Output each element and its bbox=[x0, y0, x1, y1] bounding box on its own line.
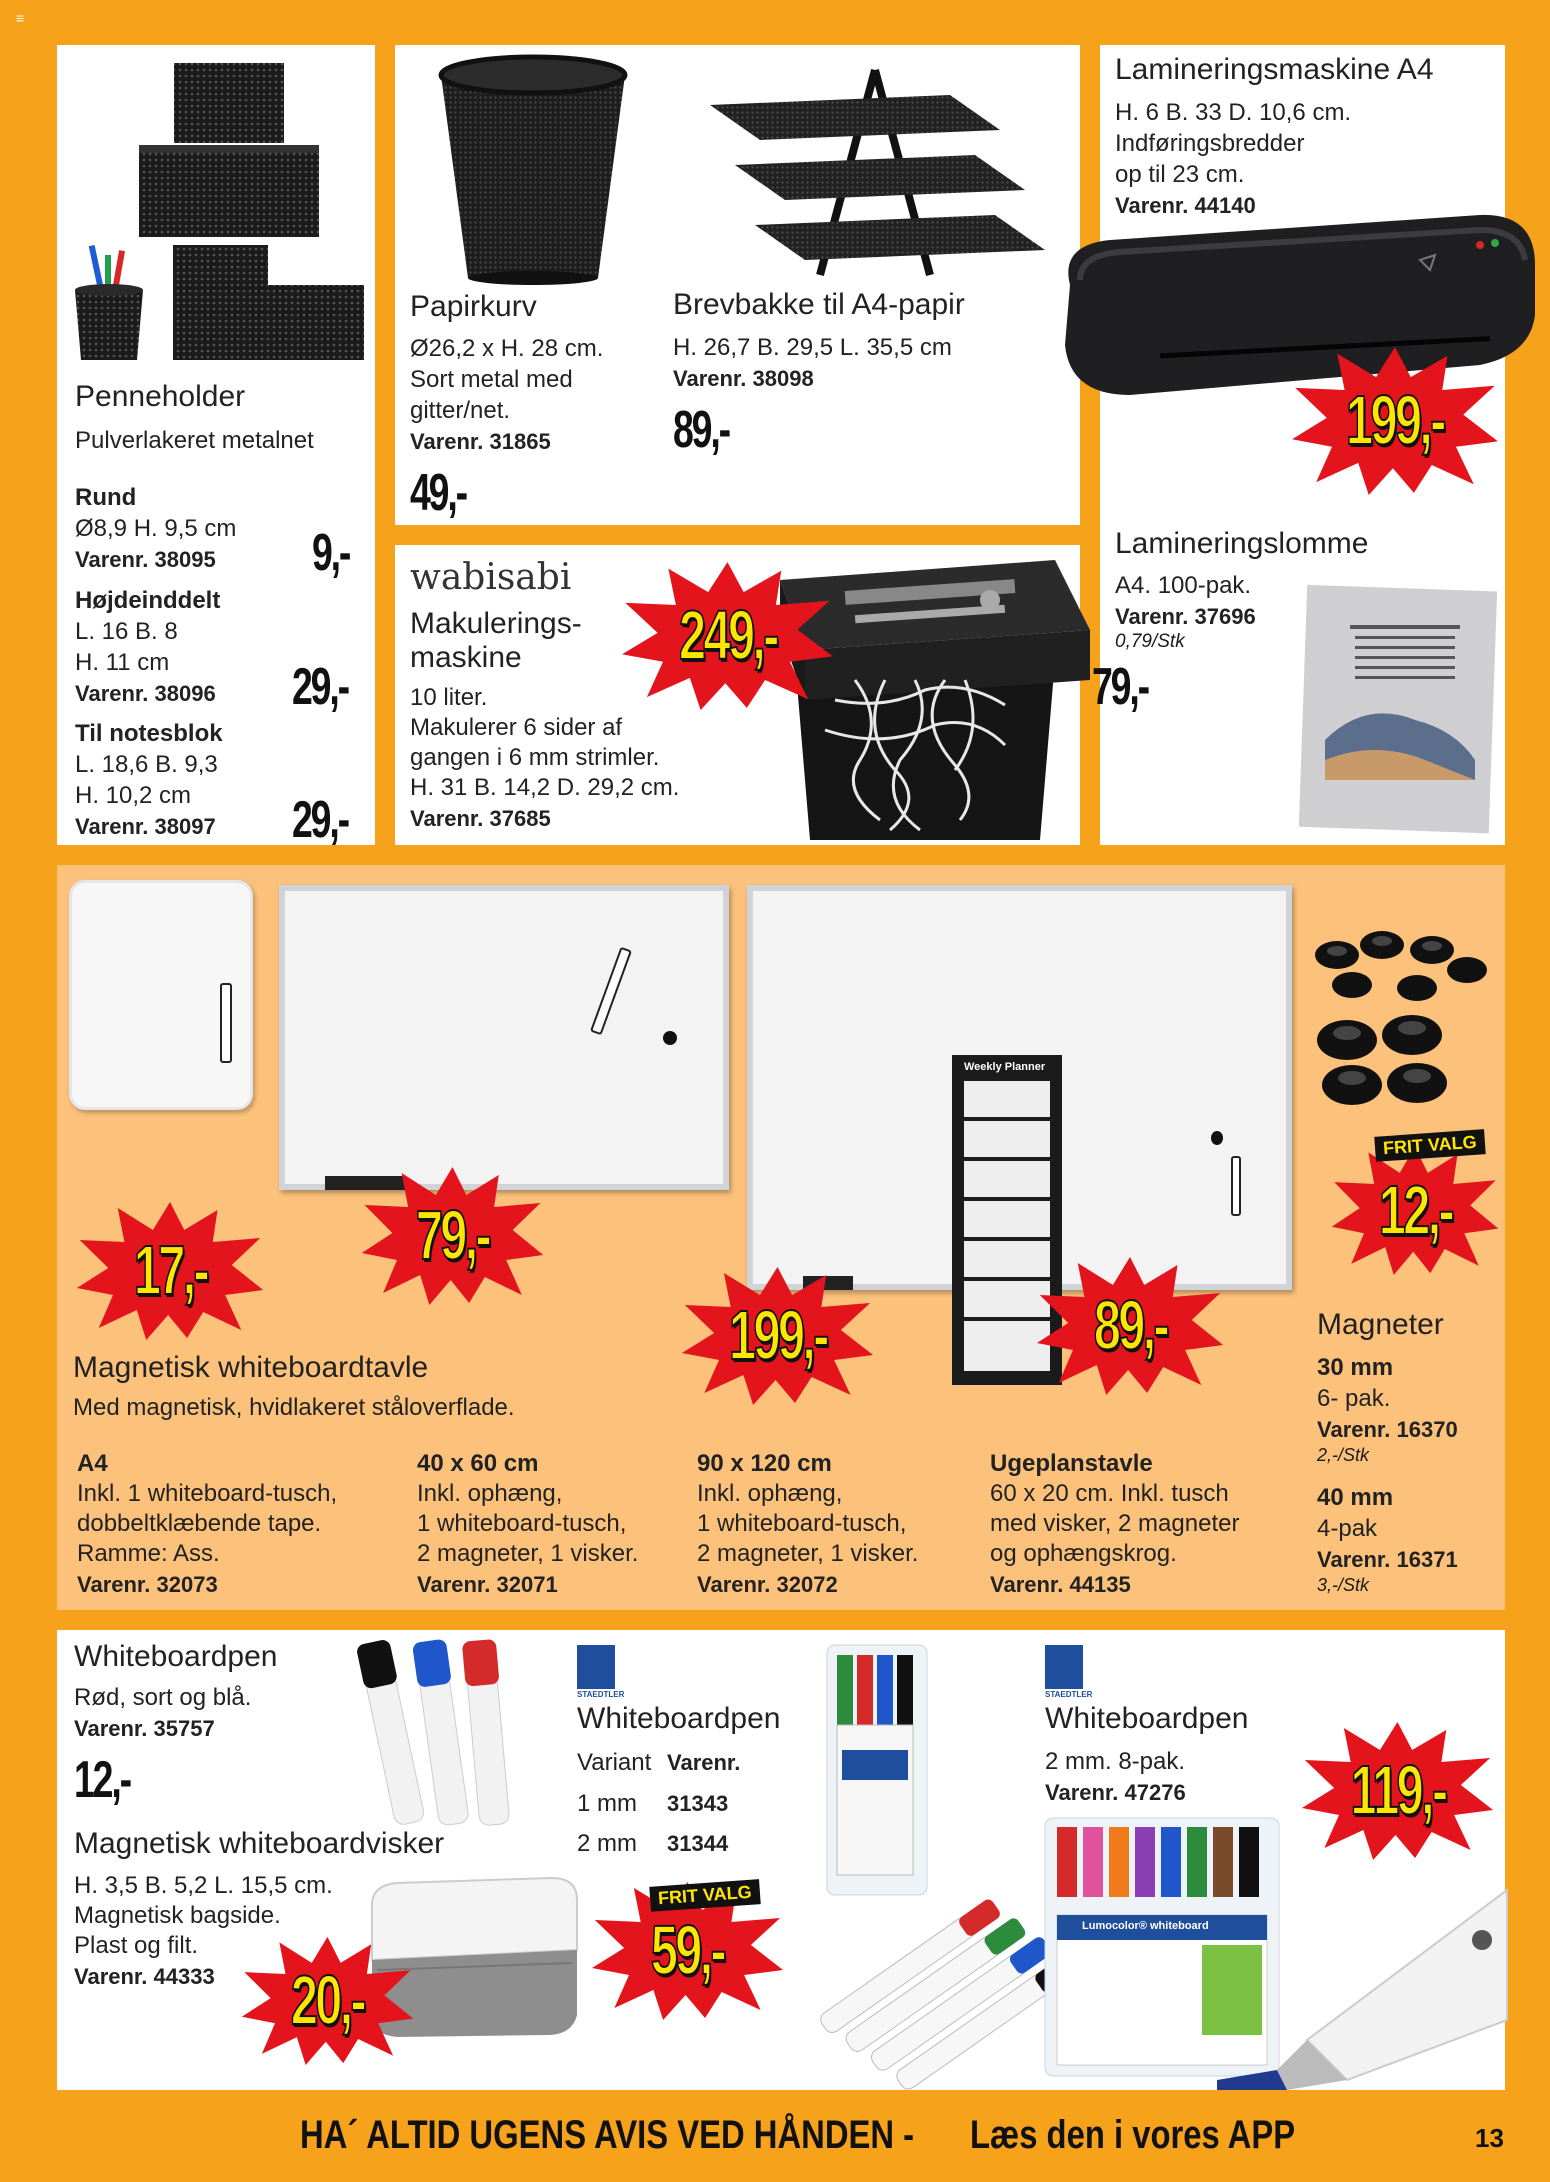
corner-mark: ≡ bbox=[16, 10, 25, 26]
footer bbox=[0, 2105, 1550, 2173]
staedtler-logo bbox=[577, 1645, 615, 1689]
magneter-pack: 6- pak. bbox=[1317, 1385, 1391, 1412]
magneter-varenr: Varenr. 16371 bbox=[1317, 1547, 1458, 1572]
whiteboardpen1-title: Whiteboardpen bbox=[74, 1640, 278, 1673]
papirkurv-brevbakke-panel bbox=[395, 45, 1080, 525]
variant-line: 2 magneter, 1 visker. bbox=[417, 1540, 639, 1567]
variant-line: 60 x 20 cm. Inkl. tusch bbox=[990, 1480, 1229, 1507]
variant-line: Inkl. 1 whiteboard-tusch, bbox=[77, 1480, 338, 1507]
wabisabi-logo: wabisabi bbox=[410, 557, 572, 598]
lamineringsmaskine-title: Lamineringsmaskine A4 bbox=[1115, 53, 1434, 86]
marker-fan-image bbox=[782, 1870, 1062, 2080]
variant-name: A4 bbox=[77, 1450, 108, 1477]
lamineringslomme-price: 79,- bbox=[1092, 658, 1148, 716]
footer-text bbox=[300, 2113, 1366, 2158]
variant-line: 1 whiteboard-tusch, bbox=[417, 1510, 627, 1537]
variant-name: Ugeplanstavle bbox=[990, 1450, 1153, 1477]
whiteboardpen3-line: 2 mm. 8-pak. bbox=[1045, 1748, 1186, 1775]
price-burst bbox=[1290, 345, 1500, 495]
makulering-title: maskine bbox=[410, 641, 522, 674]
burst-price-text: 119,- bbox=[1349, 1751, 1445, 1829]
marker-pack-4-image bbox=[822, 1640, 932, 1900]
desk-organizer-image bbox=[129, 55, 329, 245]
weekly-planner-label: Weekly Planner bbox=[964, 1061, 1046, 1073]
penneholder-subtitle: Pulverlakeret metalnet bbox=[75, 427, 314, 454]
marker-closeup-image bbox=[1217, 1880, 1507, 2090]
laminating-pouch-image bbox=[1295, 580, 1495, 835]
papirkurv-varenr: Varenr. 31865 bbox=[410, 429, 551, 454]
variant-varenr: Varenr. 32071 bbox=[417, 1572, 558, 1597]
visker-line: H. 3,5 B. 5,2 L. 15,5 cm. bbox=[74, 1872, 333, 1899]
papirkurv-title: Papirkurv bbox=[410, 290, 537, 323]
variant-dims: H. 10,2 cm bbox=[75, 782, 192, 809]
makulering-varenr: Varenr. 37685 bbox=[410, 806, 551, 831]
whiteboardpen3-varenr: Varenr. 47276 bbox=[1045, 1780, 1186, 1805]
variant-varenr: Varenr. 38096 bbox=[75, 681, 216, 706]
whiteboardpen2-varenr: 31344 bbox=[667, 1831, 729, 1856]
makulering-line: H. 31 B. 14,2 D. 29,2 cm. bbox=[410, 774, 680, 801]
variant-line: og ophængskrog. bbox=[990, 1540, 1177, 1567]
price-burst bbox=[680, 1265, 875, 1405]
whiteboardpen2-varenr: 31343 bbox=[667, 1791, 729, 1816]
variant-dims: H. 11 cm bbox=[75, 649, 170, 676]
brevbakke-varenr: Varenr. 38098 bbox=[673, 366, 814, 391]
organizer-small-image bbox=[169, 240, 369, 370]
magneter-title: Magneter bbox=[1317, 1308, 1444, 1341]
papirkurv-line: Ø26,2 x H. 28 cm. bbox=[410, 335, 604, 362]
penneholder-panel bbox=[57, 45, 375, 849]
brevbakke-title: Brevbakke til A4-papir bbox=[673, 288, 965, 321]
lamineringsmaskine-line: Indføringsbredder bbox=[1115, 130, 1305, 157]
page-number: 13 bbox=[1475, 2123, 1504, 2153]
staedtler-brand: STAEDTLER bbox=[1045, 1690, 1093, 1699]
price-burst bbox=[620, 560, 835, 710]
frit-valg-tag: FRIT VALG bbox=[649, 1879, 760, 1912]
makulering-title: Makulerings- bbox=[410, 607, 582, 640]
magneter-unit: 3,-/Stk bbox=[1317, 1575, 1370, 1595]
variant-line: 1 whiteboard-tusch, bbox=[697, 1510, 907, 1537]
burst-price-text: 20,- bbox=[290, 1961, 365, 2039]
variant-varenr: Varenr. 32073 bbox=[77, 1572, 218, 1597]
visker-title: Magnetisk whiteboardvisker bbox=[74, 1827, 445, 1860]
footer-bold: HA´ ALTID UGENS AVIS VED HÅNDEN - bbox=[300, 2113, 915, 2157]
makulering-line: 10 liter. bbox=[410, 684, 488, 711]
magneter-variant-name: 30 mm bbox=[1317, 1354, 1394, 1381]
burst-price-text: 12,- bbox=[1378, 1171, 1452, 1249]
price-burst bbox=[1035, 1255, 1225, 1395]
whiteboardpen2-header: Variant bbox=[577, 1749, 652, 1776]
magneter-pack: 4-pak bbox=[1317, 1515, 1378, 1542]
lamineringsmaskine-line: op til 23 cm. bbox=[1115, 161, 1245, 188]
lamineringslomme-line: A4. 100-pak. bbox=[1115, 572, 1252, 599]
variant-name: Til notesblok bbox=[75, 720, 223, 747]
price-rund: 9,- bbox=[312, 524, 350, 582]
variant-varenr: Varenr. 44135 bbox=[990, 1572, 1131, 1597]
whiteboardpen3-title: Whiteboardpen bbox=[1045, 1702, 1249, 1735]
variant-line: med visker, 2 magneter bbox=[990, 1510, 1240, 1537]
magneter-variant-name: 40 mm bbox=[1317, 1484, 1394, 1511]
magneter-unit: 2,-/Stk bbox=[1317, 1445, 1370, 1465]
visker-line: Magnetisk bagside. bbox=[74, 1902, 281, 1929]
brevbakke-price: 89,- bbox=[673, 401, 729, 459]
papirkurv-line: gitter/net. bbox=[410, 397, 511, 424]
wastebasket-image bbox=[433, 50, 633, 285]
lamineringslomme-title: Lamineringslomme bbox=[1115, 527, 1369, 560]
variant-dims: L. 16 B. 8 bbox=[75, 618, 178, 645]
variant-line: Inkl. ophæng, bbox=[697, 1480, 843, 1507]
footer-normal: Læs den i vores APP bbox=[970, 2113, 1296, 2157]
whiteboardpen2-variant: 2 mm bbox=[577, 1830, 637, 1857]
magneter-varenr: Varenr. 16370 bbox=[1317, 1417, 1458, 1442]
lamineringsmaskine-varenr: Varenr. 44140 bbox=[1115, 193, 1256, 218]
variant-name: 90 x 120 cm bbox=[697, 1450, 832, 1477]
lamineringsmaskine-line: H. 6 B. 33 D. 10,6 cm. bbox=[1115, 99, 1352, 126]
marker-pack-label: Lumocolor® whiteboard bbox=[1082, 1920, 1209, 1932]
whiteboardpen2-variant: 1 mm bbox=[577, 1790, 637, 1817]
whiteboardpen2-title: Whiteboardpen bbox=[577, 1702, 781, 1735]
burst-price-text: 199,- bbox=[728, 1296, 827, 1374]
burst-price-text: 79,- bbox=[415, 1196, 490, 1274]
price-burst bbox=[1300, 1720, 1495, 1860]
papirkurv-price: 49,- bbox=[410, 464, 466, 522]
visker-line: Plast og filt. bbox=[74, 1932, 199, 1959]
variant-dims: Ø8,9 H. 9,5 cm bbox=[75, 515, 237, 542]
price-burst bbox=[1330, 1145, 1500, 1275]
burst-price-text: 199,- bbox=[1346, 381, 1444, 459]
burst-price-text: 249,- bbox=[678, 596, 777, 674]
staedtler-logo bbox=[1045, 1645, 1083, 1689]
visker-varenr: Varenr. 44333 bbox=[74, 1964, 215, 1989]
whiteboardpen2-header: Varenr. bbox=[667, 1750, 741, 1775]
variant-varenr: Varenr. 38095 bbox=[75, 547, 216, 572]
makulering-line: Makulerer 6 sider af bbox=[410, 714, 623, 741]
makulering-line: gangen i 6 mm strimler. bbox=[410, 744, 660, 771]
price-burst bbox=[75, 1200, 265, 1340]
lamineringslomme-varenr: Varenr. 37696 bbox=[1115, 604, 1256, 629]
variant-name: Rund bbox=[75, 484, 137, 511]
whiteboardpen1-line: Rød, sort og blå. bbox=[74, 1684, 252, 1711]
papirkurv-line: Sort metal med bbox=[410, 366, 573, 393]
whiteboardpen1-price: 12,- bbox=[74, 1751, 130, 1809]
whiteboardpen1-varenr: Varenr. 35757 bbox=[74, 1716, 215, 1741]
staedtler-brand: STAEDTLER bbox=[577, 1690, 625, 1699]
price-burst bbox=[360, 1165, 545, 1305]
variant-line: dobbeltklæbende tape. bbox=[77, 1510, 322, 1537]
markers-image bbox=[357, 1635, 522, 1835]
price-notesblok: 29,- bbox=[292, 791, 348, 849]
variant-line: 2 magneter, 1 visker. bbox=[697, 1540, 919, 1567]
price-burst bbox=[240, 1935, 415, 2065]
pen-cup-image bbox=[69, 245, 149, 365]
variant-line: Ramme: Ass. bbox=[77, 1540, 220, 1567]
variant-varenr: Varenr. 32072 bbox=[697, 1572, 838, 1597]
burst-price-text: 17,- bbox=[133, 1231, 207, 1309]
burst-price-text: 59,- bbox=[650, 1911, 725, 1989]
penneholder-title: Penneholder bbox=[75, 380, 246, 413]
price-hojdeinddelt: 29,- bbox=[292, 658, 348, 716]
variant-varenr: Varenr. 38097 bbox=[75, 814, 216, 839]
magnets-image bbox=[1307, 925, 1492, 1115]
variant-dims: L. 18,6 B. 9,3 bbox=[75, 751, 218, 778]
whiteboard-40x60-image bbox=[279, 885, 729, 1190]
variant-line: Inkl. ophæng, bbox=[417, 1480, 563, 1507]
variant-name: 40 x 60 cm bbox=[417, 1450, 539, 1477]
burst-price-text: 89,- bbox=[1093, 1286, 1167, 1364]
whiteboard-panel bbox=[57, 865, 1505, 1610]
lamineringslomme-unit: 0,79/Stk bbox=[1115, 631, 1185, 652]
brevbakke-line: H. 26,7 B. 29,5 L. 35,5 cm bbox=[673, 334, 952, 361]
variant-name: Højdeinddelt bbox=[75, 587, 221, 614]
whiteboard-title: Magnetisk whiteboardtavle bbox=[73, 1351, 429, 1384]
letter-tray-image bbox=[700, 35, 1050, 285]
a4-whiteboard-image bbox=[69, 880, 253, 1110]
frit-valg-tag: FRIT VALG bbox=[1374, 1129, 1485, 1162]
whiteboard-subtitle: Med magnetisk, hvidlakeret ståloverflade. bbox=[73, 1394, 515, 1421]
